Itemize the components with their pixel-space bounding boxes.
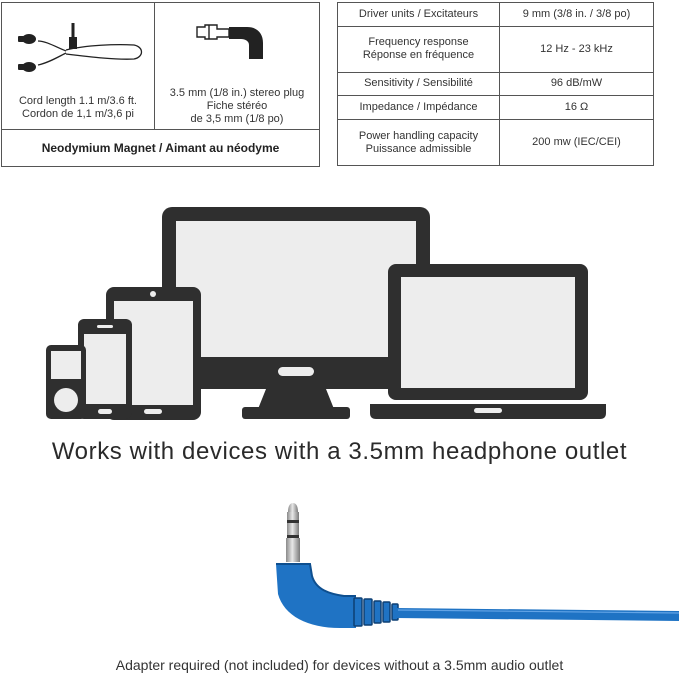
features-top-row [2, 3, 319, 130]
spec-value: 16 Ω [500, 96, 654, 120]
plug-desc-fr: Fiche stéréo [206, 100, 268, 112]
angled-plug-icon [195, 19, 275, 63]
smartphone-icon [78, 319, 132, 419]
spec-value: 96 dB/mW [500, 72, 654, 96]
spec-key [338, 26, 500, 72]
spec-value: 12 Hz - 23 kHz [500, 26, 654, 72]
plug-feature-text [155, 87, 319, 126]
spec-row [338, 26, 654, 72]
spec-key [338, 72, 500, 96]
spec-value: 200 mw (IEC/CEI) [500, 120, 654, 166]
media-player-icon [46, 345, 86, 419]
cord-feature [2, 3, 155, 130]
spec-key-line: Puissance admissible [365, 142, 472, 155]
spec-key [338, 96, 500, 120]
earbuds-cord-icon [16, 17, 144, 79]
spec-key-line: Power handling capacity [358, 129, 479, 142]
plug-feature [155, 3, 319, 130]
audio-jack-cable-icon [260, 498, 679, 638]
spec-key-line: Driver units / Excitateurs [358, 7, 479, 20]
adapter-footnote: Adapter required (not included) for devices without a 3.5mm audio outlet [115, 657, 564, 673]
devices-illustration [44, 207, 610, 423]
spec-key [338, 3, 500, 27]
features-box [1, 2, 320, 167]
cord-feature-text [2, 95, 154, 121]
cord-length-en: Cord length 1.1 m/3.6 ft. [18, 95, 137, 107]
spec-table [337, 2, 654, 166]
plug-desc-en: 3.5 mm (1/8 in.) stereo plug [169, 87, 305, 99]
spec-key-line: Sensitivity / Sensibilité [364, 77, 473, 90]
spec-row [338, 3, 654, 27]
compatibility-headline: Works with devices with a 3.5mm headphone outlet [51, 438, 628, 465]
spec-row [338, 120, 654, 166]
magnet-label: Neodymium Magnet / Aimant au néodyme [41, 141, 280, 155]
spec-key-line: Frequency response [368, 36, 469, 49]
spec-value: 9 mm (3/8 in. / 3/8 po) [500, 3, 654, 27]
laptop-icon [370, 264, 606, 419]
spec-key-line: Impedance / Impédance [359, 101, 478, 114]
plug-size-fr: de 3,5 mm (1/8 po) [190, 113, 284, 125]
spec-row [338, 72, 654, 96]
cord-length-fr: Cordon de 1,1 m/3,6 pi [22, 108, 134, 120]
spec-row [338, 96, 654, 120]
spec-key-line: Réponse en fréquence [362, 49, 475, 62]
spec-key [338, 120, 500, 166]
